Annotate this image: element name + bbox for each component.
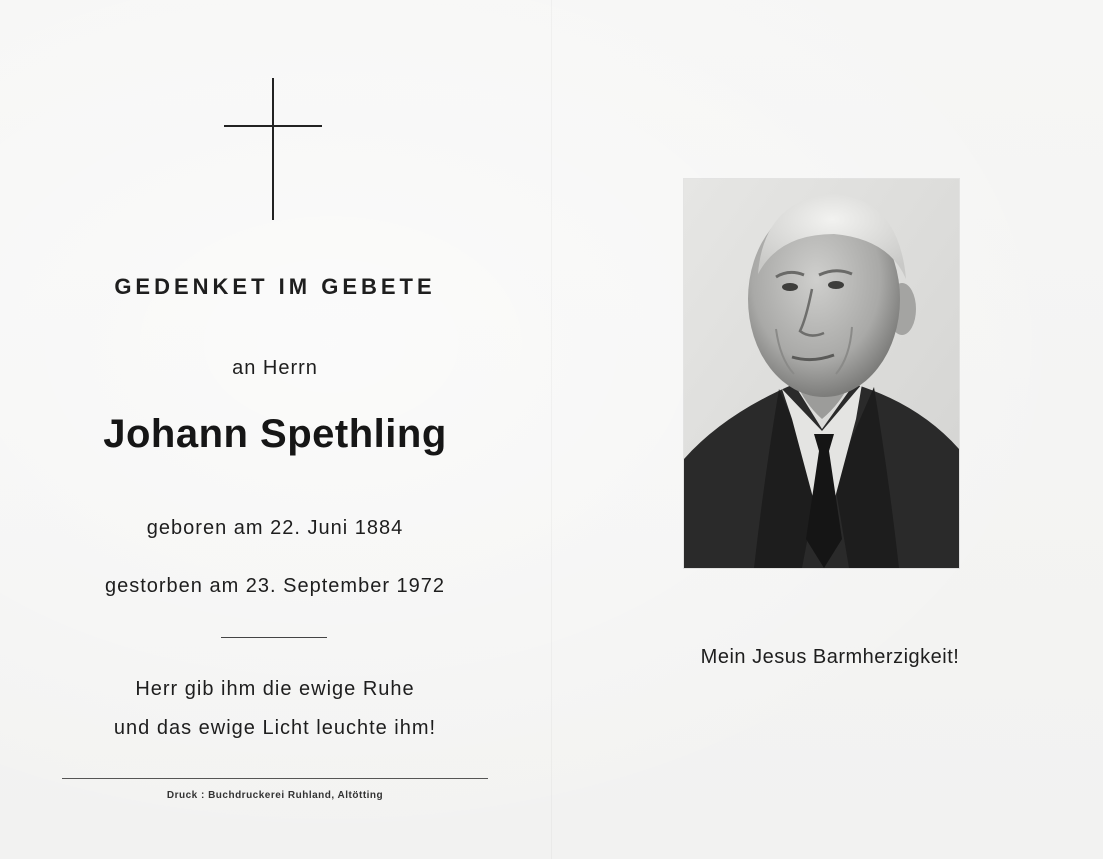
printer-credit: Druck : Buchdruckerei Ruhland, Altötting [166,790,384,801]
center-fold [551,0,552,859]
portrait-photo [684,179,959,568]
prayer-line-1: Herr gib ihm die ewige Ruhe [135,678,415,700]
birth-date: geboren am 22. Juni 1884 [146,517,404,539]
cross-icon [224,78,322,220]
salutation: an Herrn [232,357,318,379]
divider-short [221,637,327,638]
deceased-name: Johann Spethling [103,412,447,456]
divider-long [62,778,488,779]
motto: Mein Jesus Barmherzigkeit! [700,646,960,668]
death-date: gestorben am 23. September 1972 [104,575,446,597]
card-heading: GEDENKET IM GEBETE [114,274,436,299]
prayer-line-2: und das ewige Licht leuchte ihm! [113,717,437,739]
